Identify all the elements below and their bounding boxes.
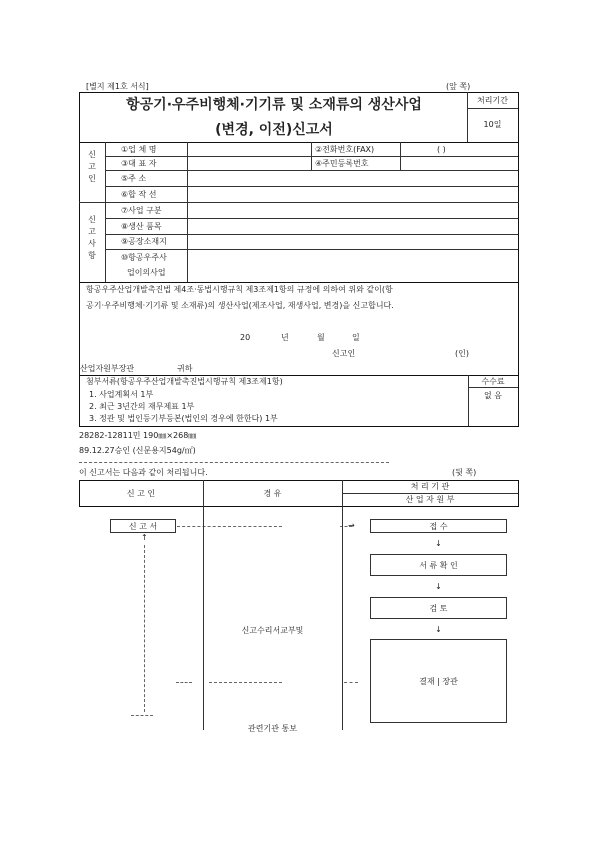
processing-period-label: 처리기간 <box>477 96 508 105</box>
form-number: [별지 제1호 서식] <box>86 82 149 91</box>
attachment-item-3: 3. 정관 및 법인등기부등본(법인의 경우에 한한다) 1부 <box>89 414 278 423</box>
addressee-honorific: 귀하 <box>177 364 193 373</box>
signer-label: 신고인 <box>332 349 356 358</box>
fee-label: 수수료 <box>481 377 505 386</box>
representative-label: ③대 표 자 <box>121 159 157 168</box>
date-year-unit: 년 <box>281 333 289 342</box>
route-bottom-text: 관련기관 통보 <box>248 724 297 733</box>
col-agency-header: 처 리 기 관 <box>410 482 450 491</box>
front-page-label: (앞 쪽) <box>446 82 471 91</box>
col-route-header: 경 유 <box>263 489 282 498</box>
date-year: 20 <box>240 333 251 342</box>
step-document-check: 서 류 확 인 <box>370 554 507 576</box>
statement-line2: 공기·우주비행체·기기류 및 소재류)의 생산사업(제조사업, 재생사업, 변경)을 신고합니다. <box>86 301 394 310</box>
business-name-label: ①업 체 명 <box>121 145 157 154</box>
report-section-label: 신 고 사 항 <box>88 215 96 260</box>
up-arrow-icon: ↑ <box>141 533 148 542</box>
down-arrow-icon: ↓ <box>435 582 442 591</box>
down-arrow-icon: ↓ <box>435 539 442 548</box>
products-label: ⑧생산 품목 <box>121 222 162 231</box>
addressee: 산업자원부장관 <box>80 364 135 373</box>
fee-value: 없 음 <box>484 391 502 400</box>
processing-period-value: 10일 <box>483 120 502 129</box>
back-page-label: (뒷 쪽) <box>452 468 477 477</box>
business-type-label: ⑦사업 구분 <box>121 206 162 215</box>
date-month-unit: 월 <box>317 333 325 342</box>
phone-area-code: ( ) <box>437 145 446 154</box>
attachments-header: 첨부서류(항공우주산업개발촉진법시행규칙 제3조제1항) <box>86 377 283 386</box>
aerospace-label-line1: ⑩항공우주사 <box>121 253 167 262</box>
applicant-section-label: 신 고 인 <box>88 150 96 183</box>
date-day-unit: 일 <box>352 333 360 342</box>
col-applicant-header: 신 고 인 <box>126 489 156 498</box>
factory-location-label: ⑨공장소재지 <box>121 237 167 246</box>
process-intro: 이 신고서는 다음과 같이 처리됩니다. <box>79 468 208 477</box>
aerospace-label-line2: 업이의사업 <box>127 268 166 277</box>
attachment-item-2: 2. 최근 3년간의 재무제표 1부 <box>89 402 195 411</box>
approval-info: 89.12.27승인 (신문용지54g/㎡) <box>79 446 196 455</box>
partner-label: ⑥합 작 선 <box>121 190 157 199</box>
step-receipt: 접 수 <box>370 519 507 533</box>
form-title-line1: 항공기·우주비행체·기기류 및 소재류의 생산사업 <box>126 97 422 113</box>
phone-fax-label: ②전화번호(FAX) <box>315 145 375 154</box>
form-title-line2: (변경, 이전)신고서 <box>215 122 333 138</box>
step-approval: 결재 | 장관 <box>370 639 507 723</box>
form-code: 28282-12811민 190㎜×268㎜ <box>79 431 197 440</box>
attachment-item-1: 1. 사업계획서 1부 <box>89 390 154 399</box>
seal-mark: (인) <box>455 349 469 358</box>
right-arrow-icon: → <box>348 521 355 530</box>
resident-number-label: ④주민등록번호 <box>315 159 369 168</box>
step-review: 검 토 <box>370 597 507 619</box>
route-text: 신고수리서교부및 <box>241 626 304 635</box>
address-label: ⑤주 소 <box>121 174 147 183</box>
col-ministry-header: 산 업 자 원 부 <box>405 495 455 504</box>
down-arrow-icon: ↓ <box>435 625 442 634</box>
statement-line1: 항공우주산업개발촉진법 제4조·동법시행규칙 제3조제1항의 규정에 의하여 위와 같이(항 <box>86 285 393 294</box>
applicant-report-box: 신 고 서 <box>110 519 176 533</box>
